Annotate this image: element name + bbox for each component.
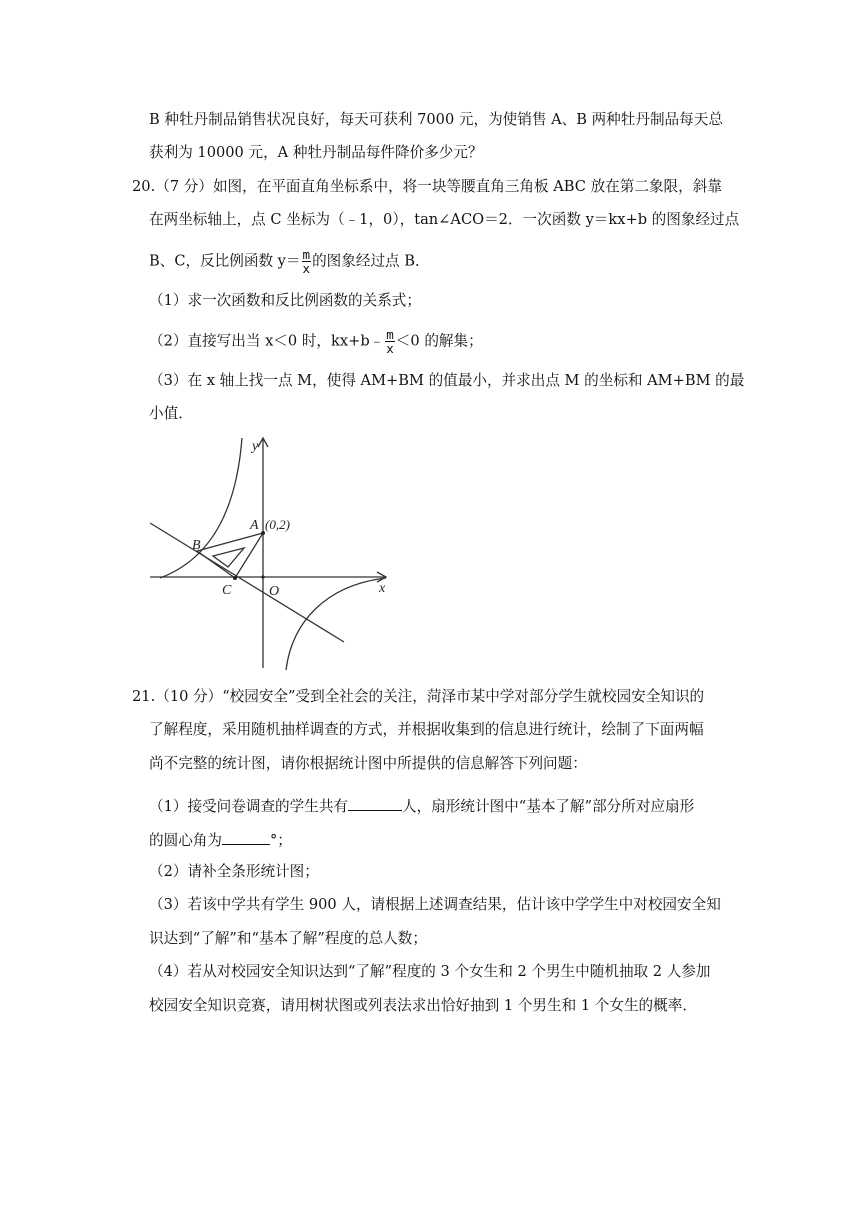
fraction-denominator: x [302,261,311,276]
q21-part-1-line-2 [149,830,292,851]
q20-text-line-3 [149,248,430,275]
q21-part1-a: （1）接受问卷调查的学生共有 [149,798,349,815]
fraction-numerator: m [386,327,394,342]
origin-dot [261,575,264,578]
q21-part-1-line-1 [149,796,694,817]
q19-text-line-2: 获利为 10000 元，A 种牡丹制品每件降价多少元？ [149,144,483,161]
point-c-dot [233,576,237,580]
q20-part-3-line-2: 小值． [149,405,193,422]
q20-part-1: （1）求一次函数和反比例函数的关系式； [149,292,421,309]
answer-blank-students[interactable] [348,796,402,811]
q21-text-line-2: 了解程度，采用随机抽样调查的方式，并根据收集到的信息进行统计，绘制了下面两幅 [149,721,704,738]
q20-part2-fraction [385,328,395,355]
q20-score: （7 分） [155,178,213,195]
q21-part-4-line-2: 校园安全知识竞赛，请用树状图或列表法求出恰好抽到 1 个男生和 1 个女生的概率． [149,997,697,1014]
fraction-numerator: m [302,247,311,262]
answer-blank-angle[interactable] [222,830,270,845]
point-a-coordinate: (0,2) [265,517,290,532]
q21-part-2: （2）请补全条形统计图； [149,863,319,880]
q20-part-2 [149,328,483,355]
x-axis-label: x [379,581,386,596]
q21-text-line-3: 尚不完整的统计图，请你根据统计图中所提供的信息解答下列问题： [149,755,587,772]
q21-score: （10 分） [155,688,223,705]
q20-header [132,177,722,197]
point-b-label: B [192,538,201,553]
hyperbola-branch-right [286,578,386,670]
q21-part-3-line-2: 识达到“了解”和“基本了解”程度的总人数； [149,930,427,947]
q20-fraction-m-over-x [302,248,312,275]
line-bc [150,523,344,642]
q20-line3-pre: B、C，反比例函数 y＝ [149,252,301,270]
q21-part1-b: 人，扇形统计图中“基本了解”部分所对应扇形 [402,798,695,815]
q21-part1-c: 的圆心角为 [149,832,222,849]
q21-part1-d: °； [269,832,292,849]
q20-number: 20. [132,178,156,195]
q20-part2-pre: （2）直接写出当 x＜0 时，kx+b﹣ [149,332,385,350]
fraction-denominator: x [386,341,394,356]
q20-text-line-1: 如图，在平面直角坐标系中，将一块等腰直角三角板 ABC 放在第二象限，斜靠 [212,178,722,195]
q21-part-3-line-1: （3）若该中学共有学生 900 人，请根据上述调查结果，估计该中学学生中对校园安全知 [149,896,721,913]
origin-label: O [269,584,280,599]
point-a-label: A [250,518,259,533]
hyperbola-branch-left [160,438,242,578]
q21-header [132,687,704,707]
point-c-label: C [222,583,232,598]
q19-text-line-1: B 种牡丹制品销售状况良好，每天可获利 7000 元，为使销售 A、B 两种牡丹制品每天总 [149,111,723,128]
q21-number: 21. [132,688,156,705]
q21-text-line-1: “校园安全”受到全社会的关注，菏泽市某中学对部分学生就校园安全知识的 [222,688,705,705]
q20-line3-post: 的图象经过点 B． [312,252,430,270]
y-axis-label: y [252,439,259,454]
q21-part-4-line-1: （4）若从对校园安全知识达到“了解”程度的 3 个女生和 2 个男生中随机抽取 2 人参加 [149,963,711,980]
q20-text-line-2: 在两坐标轴上，点 C 坐标为（﹣1，0），tan∠ACO＝2．一次函数 y＝kx+b 的图象经过点 [149,211,740,228]
triangle-abc [197,533,263,578]
q20-part-3-line-1: （3）在 x 轴上找一点 M，使得 AM+BM 的值最小，并求出点 M 的坐标和 AM+BM 的最 [149,372,745,389]
coordinate-figure [146,432,396,674]
q20-part2-post: ＜0 的解集； [395,332,483,350]
